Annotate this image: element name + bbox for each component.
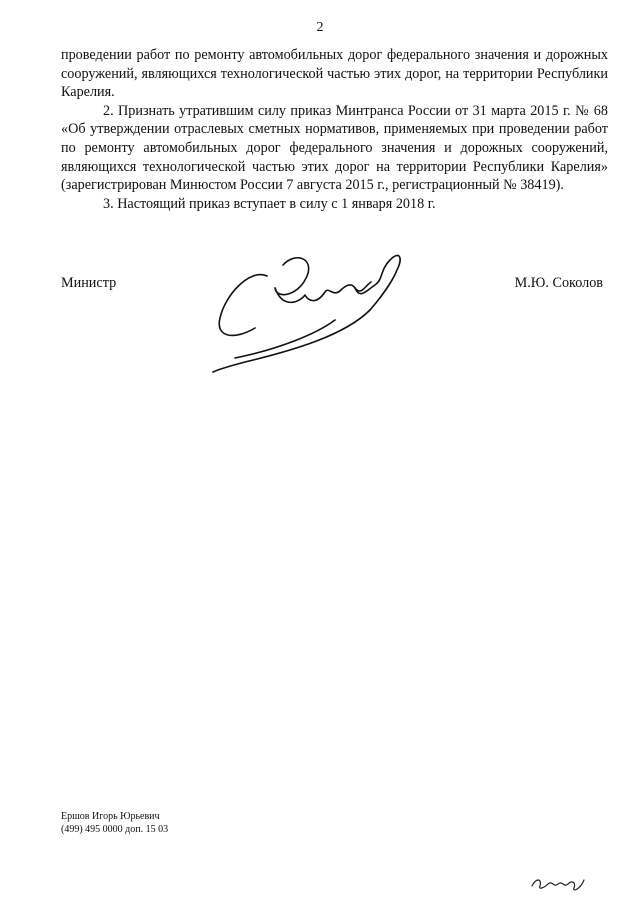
page-number: 2 xyxy=(316,20,324,35)
handwritten-signature xyxy=(205,240,425,375)
signatory-title: Министр xyxy=(61,275,117,291)
paragraph-3: 3. Настоящий приказ вступает в силу с 1 января 2018 г. xyxy=(103,195,436,212)
signatory-name: М.Ю. Соколов xyxy=(514,275,603,291)
paragraph-continuation: проведении работ по ремонту автомобильных дорог федерального значения и дорожных сооружений, являющихся технологической частью этих дорог, на территории Республики Карелия. xyxy=(61,47,608,101)
executor-info xyxy=(61,810,168,836)
executor-phone: (499) 495 0000 доп. 15 03 xyxy=(61,824,169,835)
paragraph-2: 2. Признать утратившим силу приказ Минтранса России от 31 марта 2015 г. № 68 «Об утверждении отраслевых сметных нормативов, применяемых при проведении работ по ремонту автомобильных дорог федерального значения и дорожных сооружений, являющихся технологической частью этих дорог на территории Республики Карелия» (зарегистрирован Минюстом России 7 августа 2015 г., регистрационный № 38419). xyxy=(61,102,608,194)
document-body xyxy=(61,46,608,213)
initials-mark xyxy=(528,872,588,894)
executor-name: Ершов Игорь Юрьевич xyxy=(61,811,160,822)
